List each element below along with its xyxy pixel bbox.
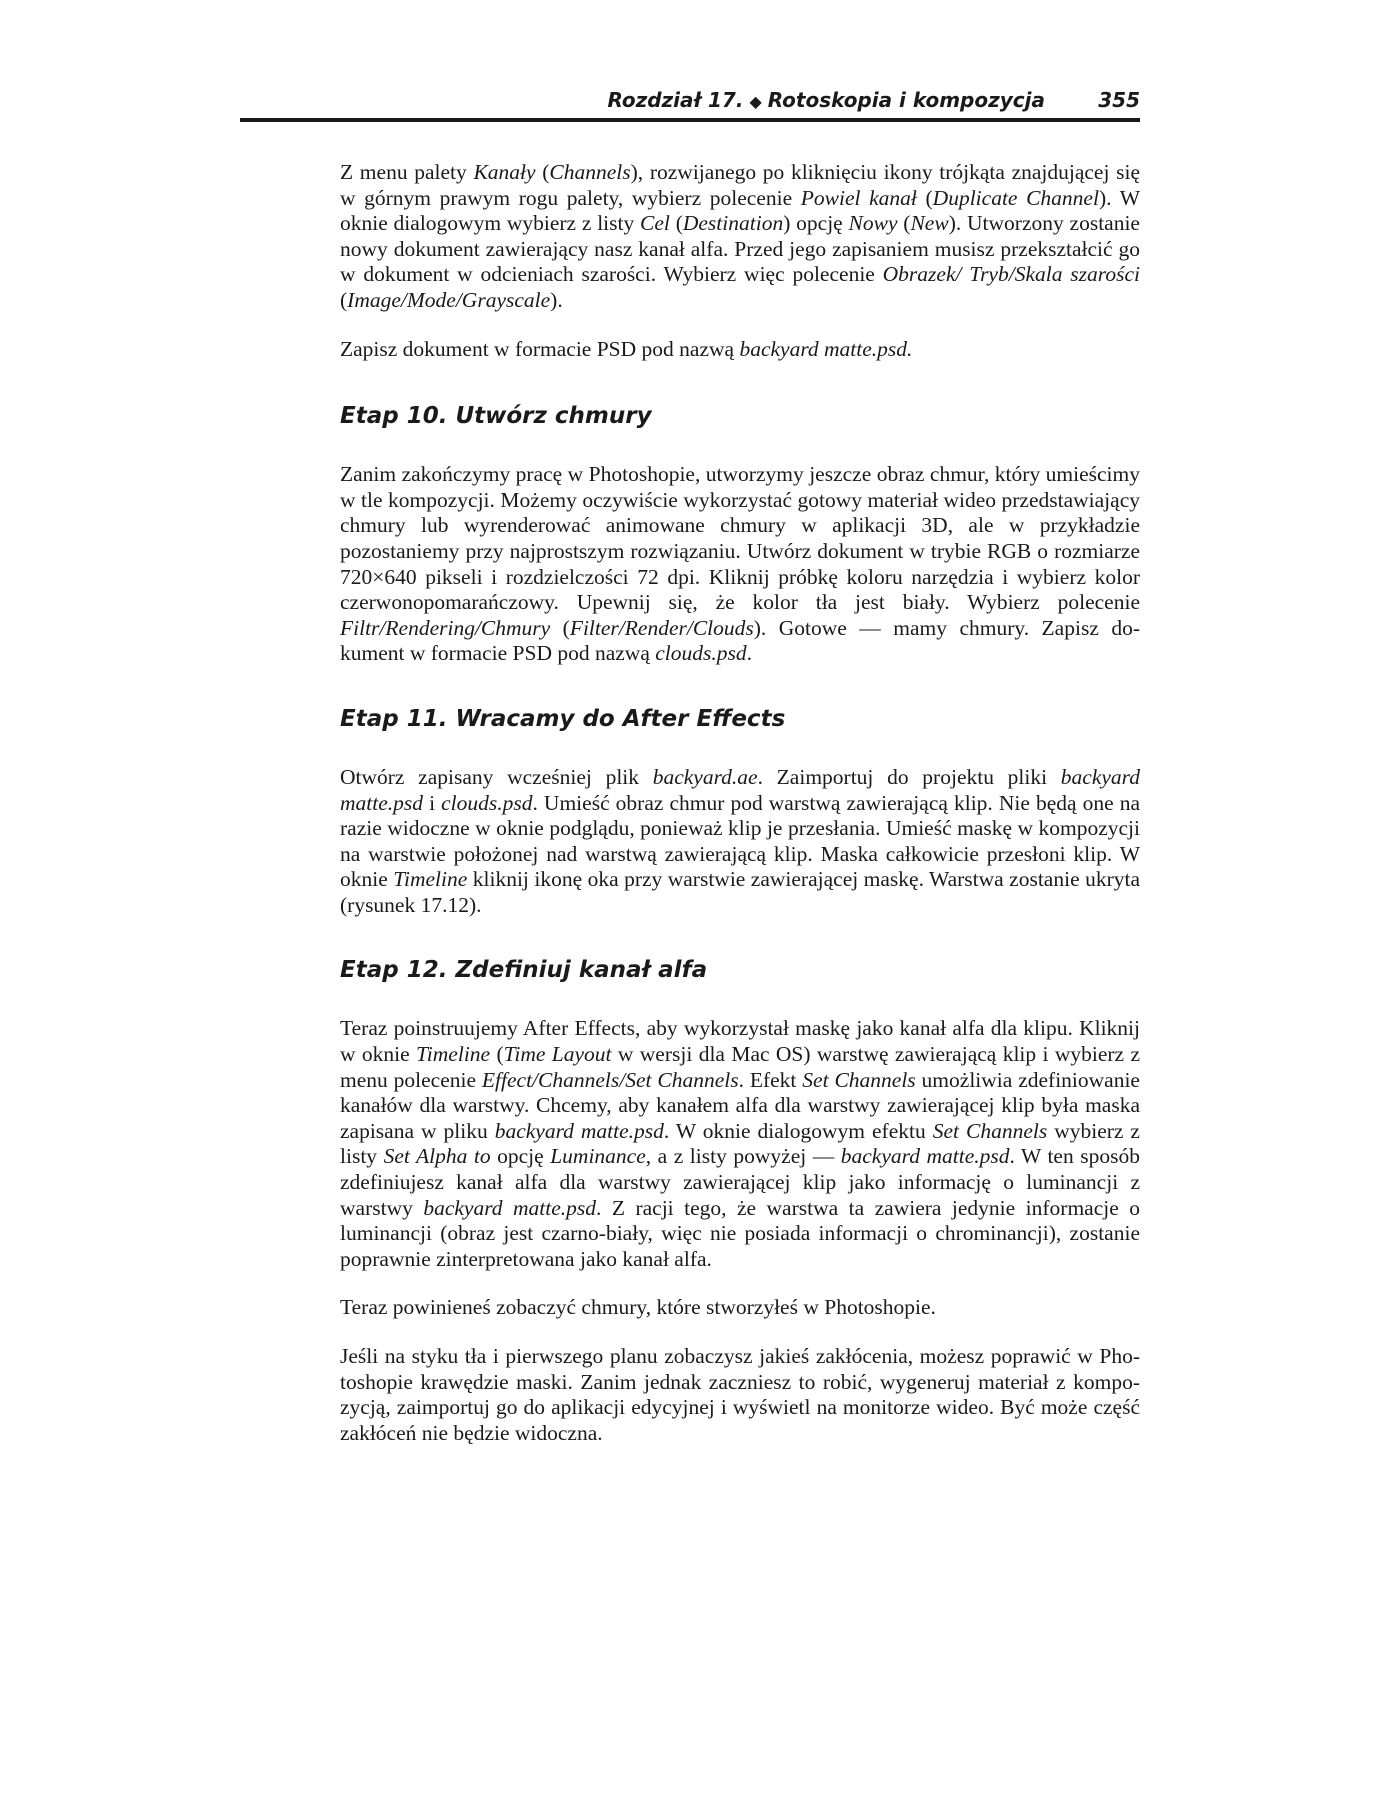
paragraph: Otwórz zapisany wcześniej plik backyard.ae. Zaimportuj do projektu pliki backyard matte.psd i clouds.psd. Umieść obraz chmur pod warstwą zawierającą klip. Nie będą one na razie widoczne w oknie podglądu, ponieważ klip je przesłania. Umieść maskę w kompozycji na warstwie położonej nad warstwą zawierającą klip. Maska całkowicie przesłoni klip. W oknie Timeline kliknij ikonę oka przy warstwie zawierającej maskę. Warstwa zostanie ukryta (rysunek 17.12). — [340, 764, 1141, 917]
paragraph: Zapisz dokument w formacie PSD pod nazwą backyard matte.psd. — [340, 336, 913, 361]
diamond-icon: ◆ — [749, 92, 762, 111]
paragraph: Z menu palety Kanały (Channels), rozwijanego po kliknięciu ikony trójkąta znajdującej się w górnym prawym rogu palety, wybierz polecenie Powiel kanał (Duplicate Channel). W oknie dialogowym wybierz z listy Cel (Destination) opcję Nowy (New). Utworzony zostanie nowy dokument zawierający nasz kanał alfa. Przed jego zapisaniem musisz przekształcić go w dokument w odcieniach szarości. Wybierz więc polecenie Obrazek/ Tryb/Skala szarości (Image/Mode/Grayscale). — [340, 160, 1141, 312]
step-heading: Etap 12. Zdefiniuj kanał alfa — [340, 957, 708, 984]
paragraph: Jeśli na styku tła i pierwszego planu zobaczysz jakieś zakłócenia, możesz poprawić w Photoshopie krawędzie maski. Zanim jednak zaczniesz to robić, wygeneruj materiał z kompozycją, zaimportuj go do aplikacji edycyjnej i wyświetl na monitorze wideo. Być może część zakłóceń nie będzie widoczna. — [340, 1344, 1140, 1445]
step-heading: Etap 10. Utwórz chmury — [340, 403, 652, 430]
paragraph: Teraz poinstruujemy After Effects, aby wykorzystał maskę jako kanał alfa dla klipu. Kliknij w oknie Timeline (Time Layout w wersji dla Mac OS) warstwę zawierającą klip i wybierz z menu polecenie Effect/Channels/Set Channels. Efekt Set Channels umożliwia zdefiniowanie kanałów dla warstwy. Chcemy, aby kanałem alfa dla warstwy zawierającej klip była maska zapisana w pliku backyard matte.psd. W oknie dialogowym efektu Set Channels wybierz z listy Set Alpha to opcję Luminance, a z listy powyżej — backyard matte.psd. W ten sposób zdefiniujesz kanał alfa dla warstwy zawierającej klip jako informację o luminancji z warstwy backyard matte.psd. Z racji tego, że warstwa ta zawiera jedynie informacje o luminancji (obraz jest czarno-biały, więc nie posiada informacji o chrominancji), zostanie poprawnie zinterpretowana jako kanał alfa. — [340, 1016, 1141, 1271]
paragraph: Teraz powinieneś zobaczyć chmury, które stworzyłeś w Photoshopie. — [340, 1295, 936, 1320]
page-body — [340, 160, 1140, 1469]
page-number: 355 — [1098, 88, 1140, 112]
chapter-label: Rozdział 17. — [607, 88, 744, 112]
running-head — [240, 84, 1140, 122]
paragraph: Zanim zakończymy pracę w Photoshopie, utworzymy jeszcze obraz chmur, który umieścimy w tle kompozycji. Możemy oczywiście wykorzystać gotowy materiał wideo przedstawiający chmury lub wyrenderować animowane chmury w aplikacji 3D, ale w przykładzie pozostaniemy przy najprostszym rozwiązaniu. Utwórz dokument w trybie RGB o rozmiarze 720×640 pikseli i rozdzielczości 72 dpi. Kliknij próbkę koloru narzędzia i wybierz kolor czerwonopomarańczowy. Upewnij się, że kolor tła jest biały. Wybierz polecenie Filtr/Rendering/Chmury (Filter/Render/Clouds). Gotowe — mamy chmury. Zapisz dokument w formacie PSD pod nazwą clouds.psd. — [340, 462, 1140, 666]
chapter-title: Rotoskopia i kompozycja — [767, 88, 1045, 112]
step-heading: Etap 11. Wracamy do After Effects — [340, 705, 786, 732]
running-head-title — [607, 88, 1045, 112]
